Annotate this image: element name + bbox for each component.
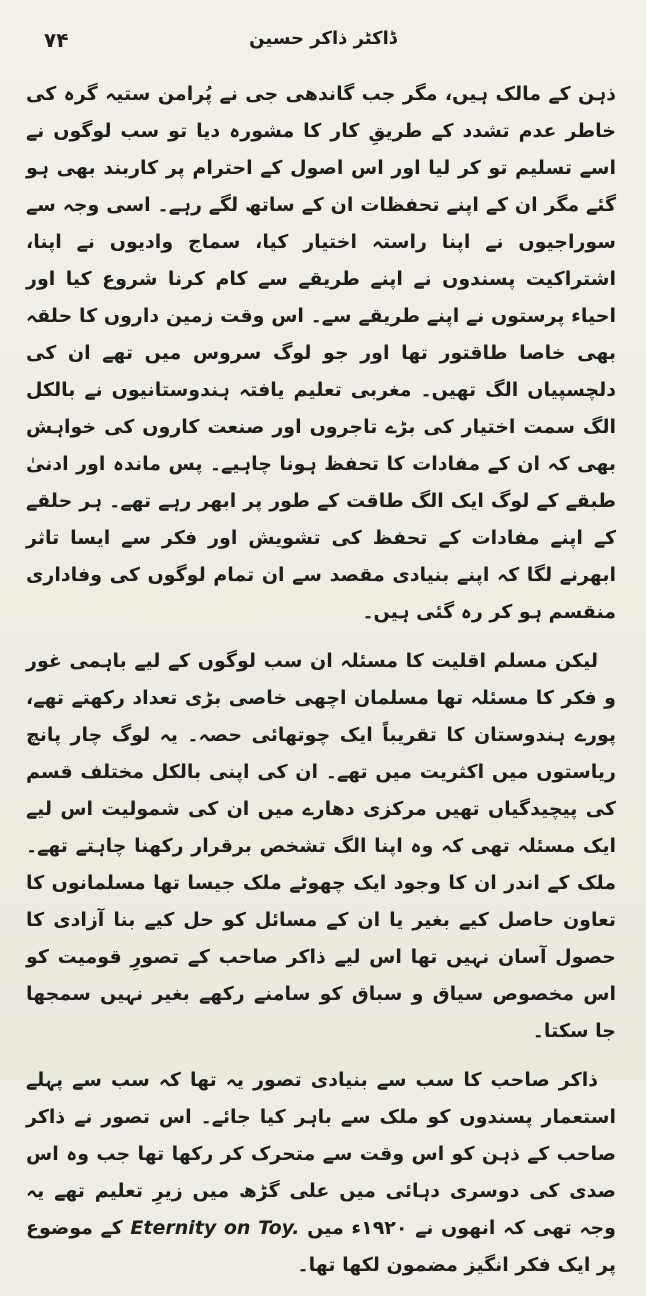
latin-title: Eternity on Toy. (130, 1217, 300, 1239)
page-number: ۷۴ (44, 28, 69, 52)
paragraph-3 (26, 1062, 616, 1284)
paragraph-1: ذہن کے مالک ہیں، مگر جب گاندھی جی نے پُرامن ستیہ گرہ کی خاطر عدم تشدد کے طریقِ کار کا مشورہ دیا تو سب لوگوں نے اسے تسلیم تو کر لیا اور اس اصول کے احترام پر کاربند بھی ہو گئے مگر ان کے اپنے تحفظات ان کے ساتھ لگے رہے۔ اسی وجہ سے سوراجیوں نے اپنا راستہ اختیار کیا، سماج وادیوں نے اپنا، اشتراکیت پسندوں نے اپنے طریقے سے کام کرنا شروع کیا اور احیاء پرستوں نے اپنے طریقے سے۔ اس وقت زمین داروں کا حلقہ بھی خاصا طاقتور تھا اور جو لوگ سروس میں تھے ان کی دلچسپیاں الگ تھیں۔ مغربی تعلیم یافتہ ہندوستانیوں نے بالکل الگ سمت اختیار کی بڑے تاجروں اور صنعت کاروں کی خواہش بھی کہ ان کے مفادات کا تحفظ ہونا چاہیے۔ پس ماندہ اور ادنیٰ طبقے کے لوگ ایک الگ طاقت کے طور پر ابھر رہے تھے۔ ہر حلقے کے اپنے مفادات کے تحفظ کی تشویش اور فکر سے ایسا تاثر ابھرنے لگا کہ اپنے بنیادی مقصد سے ان تمام لوگوں کی وفاداری منقسم ہو کر رہ گئی ہیں۔ (26, 83, 616, 623)
last-line-start: ۱۹۲۰ء میں (307, 1217, 408, 1239)
page-header (0, 22, 646, 58)
last-line-end: کے موضوع پر ایک فکر انگیز مضمون لکھا تھا۔ (26, 1217, 616, 1276)
running-title: ڈاکٹر ذاکر حسین (249, 28, 397, 49)
paragraph-3-text: ذاکر صاحب کا سب سے بنیادی تصور یہ تھا کہ سب سے پہلے استعمار پسندوں کو ملک سے باہر کیا جائے۔ اس تصور نے ذاکر صاحب کے ذہن کو اس وقت سے متحرک کر رکھا تھا جب وہ اس صدی کی دوسری دہائی میں علی گڑھ میں زیرِ تعلیم تھے یہ وجہ تھی کہ انھوں نے (26, 1069, 616, 1239)
paragraph-2: لیکن مسلم اقلیت کا مسئلہ ان سب لوگوں کے لیے باہمی غور و فکر کا مسئلہ تھا مسلمان اچھی خاصی بڑی تعداد رکھتے تھے، پورے ہندوستان کا تقریباً ایک چوتھائی حصہ۔ یہ لوگ چار پانچ ریاستوں میں اکثریت میں تھے۔ ان کی اپنی بالکل مختلف قسم کی پیچیدگیاں تھیں مرکزی دھارے میں ان کی شمولیت اس لیے ایک مسئلہ تھی کہ وہ اپنا الگ تشخص برقرار رکھنا چاہتے تھے۔ ملک کے اندر ان کا وجود ایک چھوٹے ملک جیسا تھا مسلمانوں کا تعاون حاصل کیے بغیر یا ان کے مسائل کو حل کیے بنا آزادی کا حصول آسان نہیں تھا اس لیے ذاکر صاحب کے تصورِ قومیت کو اس مخصوص سیاق و سباق کو سامنے رکھے بغیر نہیں سمجھا جا سکتا۔ (26, 650, 616, 1042)
body-text (26, 76, 616, 1296)
